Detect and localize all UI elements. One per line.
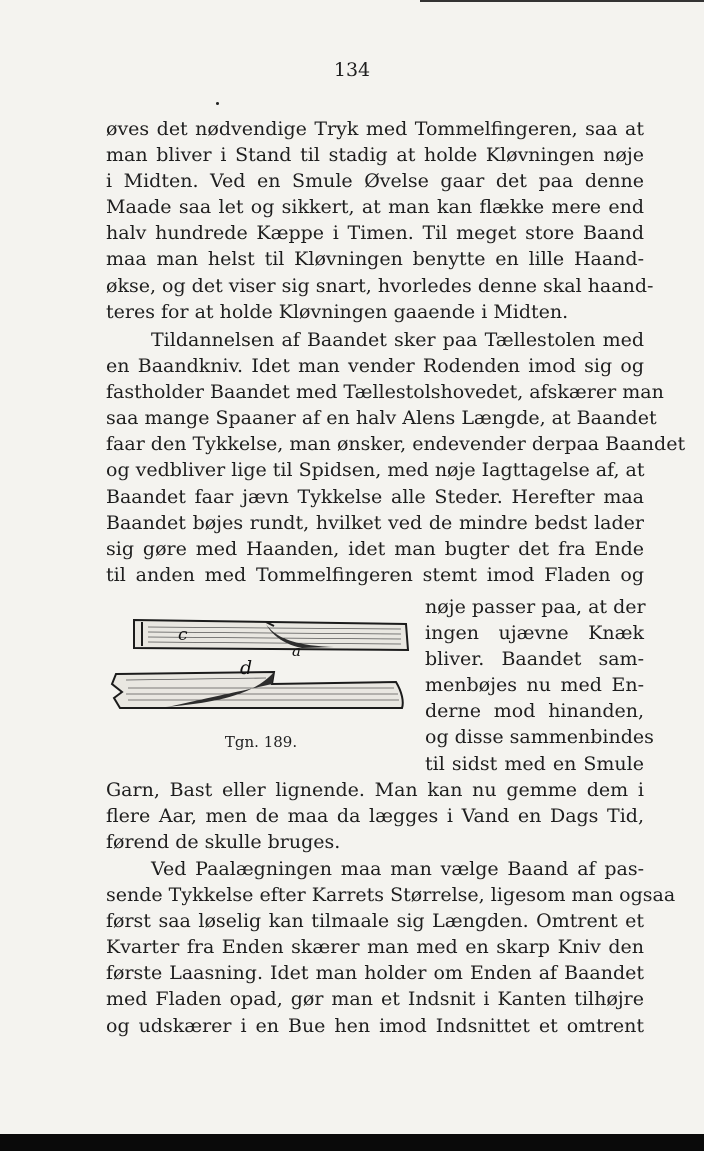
text-line: nøje passer paa, at der xyxy=(425,596,646,618)
text-line: menbøjes nu med En- xyxy=(425,674,644,697)
text-line: fastholder Baandet med Tællestolshovedet, afskærer man xyxy=(106,381,664,404)
text-line: til anden med Tommelfingeren stemt imod Fladen og xyxy=(106,563,644,586)
text-line: faar den Tykkelse, man ønsker, endevender derpaa Baandet xyxy=(106,433,686,456)
hoop-illustration xyxy=(106,610,416,720)
label-d: d xyxy=(240,657,253,679)
text-line: og udskærer i en Bue hen imod Indsnittet et omtrent xyxy=(106,1014,644,1037)
figure-caption: Tgn. 189. xyxy=(224,733,298,751)
text-line: sig gøre med Haanden, idet man bugter det fra Ende xyxy=(106,537,644,560)
text-line: teres for at holde Kløvningen gaaende i Midten. xyxy=(106,300,569,323)
paragraph-3 xyxy=(106,856,676,1039)
paragraph-2-end xyxy=(106,777,644,855)
text-line: bliver. Baandet sam- xyxy=(425,648,644,671)
text-line: øves det nødvendige Tryk med Tommelfingeren, saa at xyxy=(106,118,644,140)
text-line: Baandet bøjes rundt, hvilket ved de mindre bedst lader xyxy=(106,511,644,534)
text-line: og vedbliver lige til Spidsen, med nøje Iagttagelse af, at xyxy=(106,459,645,482)
text-line: saa mange Spaaner af en halv Alens Længde, at Baandet xyxy=(106,407,657,430)
text-line: førend de skulle bruges. xyxy=(106,831,341,854)
text-line: først saa løselig kan tilmaale sig Længden. Omtrent et xyxy=(106,910,644,933)
page-number: 134 xyxy=(333,59,371,81)
text-line: flere Aar, men de maa da lægges i Vand en Dags Tid, xyxy=(106,805,644,828)
text-line: med Fladen opad, gør man et Indsnit i Kanten tilhøjre xyxy=(106,988,644,1011)
text-line: man bliver i Stand til stadig at holde Kløvningen nøje xyxy=(106,144,644,167)
text-line: halv hundrede Kæppe i Timen. Til meget store Baand xyxy=(106,222,644,245)
top-edge-rule xyxy=(420,0,704,2)
paragraph-2-narrow-column xyxy=(425,594,654,777)
paragraph-2 xyxy=(106,327,686,588)
text-line: Garn, Bast eller lignende. Man kan nu gemme dem i xyxy=(106,779,644,801)
text-line: Ved Paalægningen maa man vælge Baand af pas- xyxy=(151,858,644,880)
text-line: ingen ujævne Knæk xyxy=(425,622,644,645)
print-speck xyxy=(216,102,219,105)
lower-hoop-piece xyxy=(112,672,403,708)
upper-hoop-piece xyxy=(134,620,408,650)
text-line: økse, og det viser sig snart, hvorledes denne skal haand- xyxy=(106,274,654,297)
text-line: derne mod hinanden, xyxy=(425,700,644,723)
scan-bottom-edge xyxy=(0,1134,704,1151)
text-line: Maade saa let og sikkert, at man kan flække mere end xyxy=(106,196,644,219)
label-c: c xyxy=(178,625,188,645)
text-line: maa man helst til Kløvningen benytte en lille Haand- xyxy=(106,248,644,271)
text-line: til sidst med en Smule xyxy=(425,752,644,775)
text-line: Kvarter fra Enden skærer man med en skarp Kniv den xyxy=(106,936,644,959)
text-line: Baandet faar jævn Tykkelse alle Steder. Herefter maa xyxy=(106,485,644,508)
paragraph-1 xyxy=(106,116,654,325)
text-line: Tildannelsen af Baandet sker paa Tællestolen med xyxy=(151,329,644,351)
text-line: og disse sammenbindes xyxy=(425,726,654,749)
text-line: første Laasning. Idet man holder om Enden af Baandet xyxy=(106,962,644,985)
label-a: a xyxy=(292,642,301,660)
text-line: sende Tykkelse efter Karrets Størrelse, ligesom man ogsaa xyxy=(106,884,676,907)
text-line: en Baandkniv. Idet man vender Rodenden imod sig og xyxy=(106,355,644,378)
text-line: i Midten. Ved en Smule Øvelse gaar det paa denne xyxy=(106,170,644,193)
